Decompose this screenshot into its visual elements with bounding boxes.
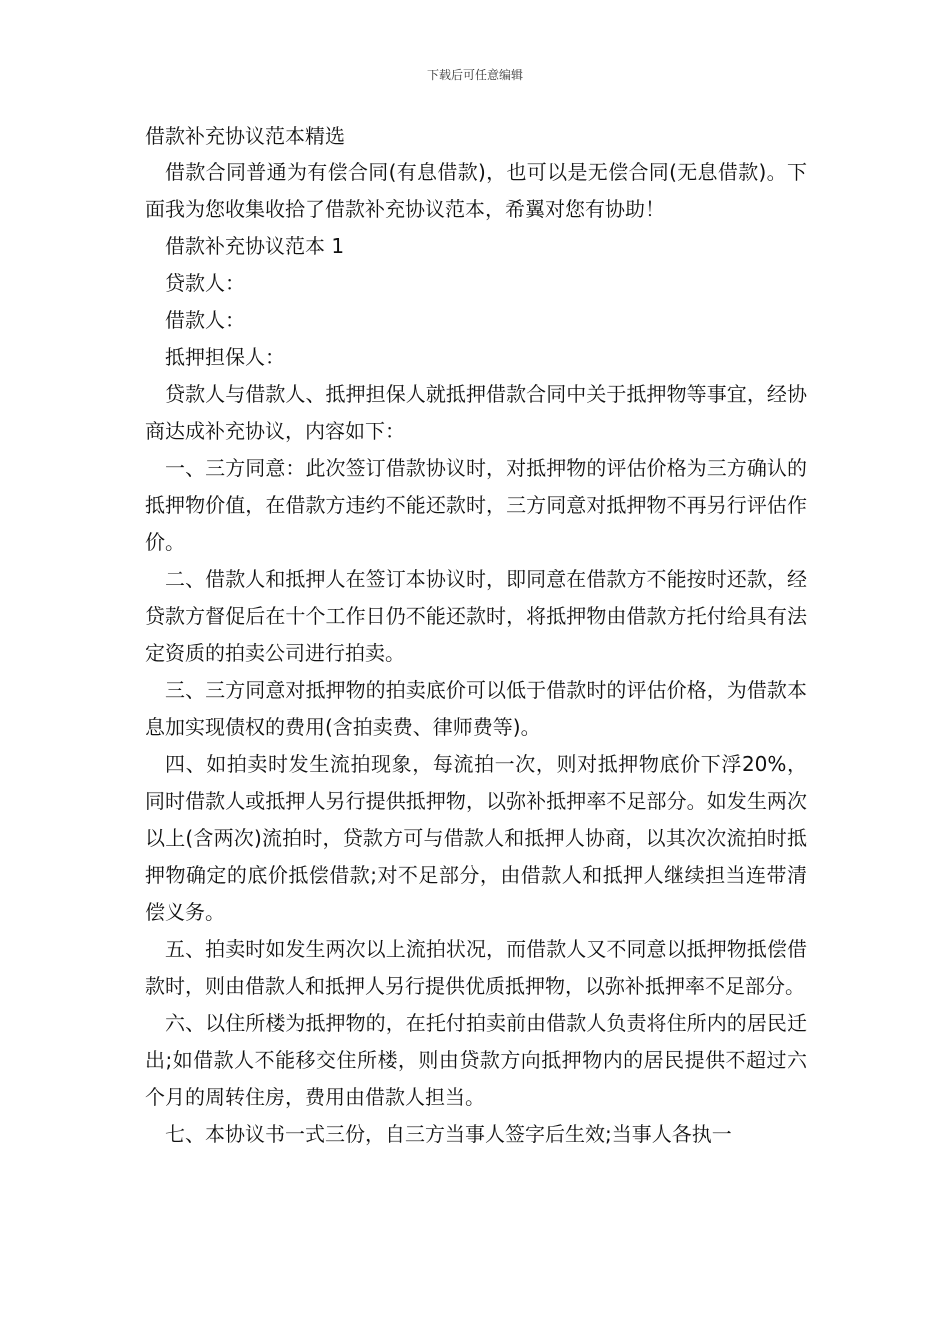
paragraph-clause-1: 一、三方同意：此次签订借款协议时，对抵押物的评估价格为三方确认的抵押物价值，在借款方违约不能还款时，三方同意对抵押物不再另行评估作价。 bbox=[145, 456, 807, 554]
paragraph-clause-3: 三、三方同意对抵押物的拍卖底价可以低于借款时的评估价格，为借款本息加实现债权的费用(含拍卖费、律师费等)。 bbox=[145, 678, 807, 739]
paragraph-borrower: 借款人： bbox=[165, 308, 245, 332]
paragraph-clause-6: 六、以住所楼为抵押物的，在托付拍卖前由借款人负责将住所内的居民迁出;如借款人不能移交住所楼，则由贷款方向抵押物内的居民提供不超过六个月的周转住房，费用由借款人担当。 bbox=[145, 1011, 807, 1109]
document-title: 借款补充协议范本精选 bbox=[145, 124, 345, 148]
paragraph-clause-7: 七、本协议书一式三份，自三方当事人签字后生效;当事人各执一 bbox=[165, 1122, 732, 1146]
document-body bbox=[145, 118, 807, 1153]
paragraph-clause-5: 五、拍卖时如发生两次以上流拍状况，而借款人又不同意以抵押物抵偿借款时，则由借款人和抵押人另行提供优质抵押物，以弥补抵押率不足部分。 bbox=[145, 937, 807, 998]
paragraph-intro: 借款合同普通为有偿合同(有息借款)，也可以是无偿合同(无息借款)。下面我为您收集收拾了借款补充协议范本，希翼对您有协助！ bbox=[145, 160, 807, 221]
paragraph-sample-heading: 借款补充协议范本 1 bbox=[165, 234, 345, 258]
page-header-note: 下载后可任意编辑 bbox=[426, 68, 523, 82]
paragraph-clause-4: 四、如拍卖时发生流拍现象，每流拍一次，则对抵押物底价下浮20%，同时借款人或抵押人另行提供抵押物，以弥补抵押率不足部分。如发生两次以上(含两次)流拍时，贷款方可与借款人和抵押人协商，以其次次流拍时抵押物确定的底价抵偿借款;对不足部分，由借款人和抵押人继续担当连带清偿义务。 bbox=[145, 752, 807, 924]
paragraph-clause-2: 二、借款人和抵押人在签订本协议时，即同意在借款方不能按时还款，经贷款方督促后在十个工作日仍不能还款时，将抵押物由借款方托付给具有法定资质的拍卖公司进行拍卖。 bbox=[145, 567, 807, 665]
paragraph-preamble: 贷款人与借款人、抵押担保人就抵押借款合同中关于抵押物等事宜，经协商达成补充协议，内容如下： bbox=[145, 382, 807, 443]
paragraph-guarantor: 抵押担保人： bbox=[165, 345, 285, 369]
paragraph-lender: 贷款人： bbox=[165, 271, 245, 295]
